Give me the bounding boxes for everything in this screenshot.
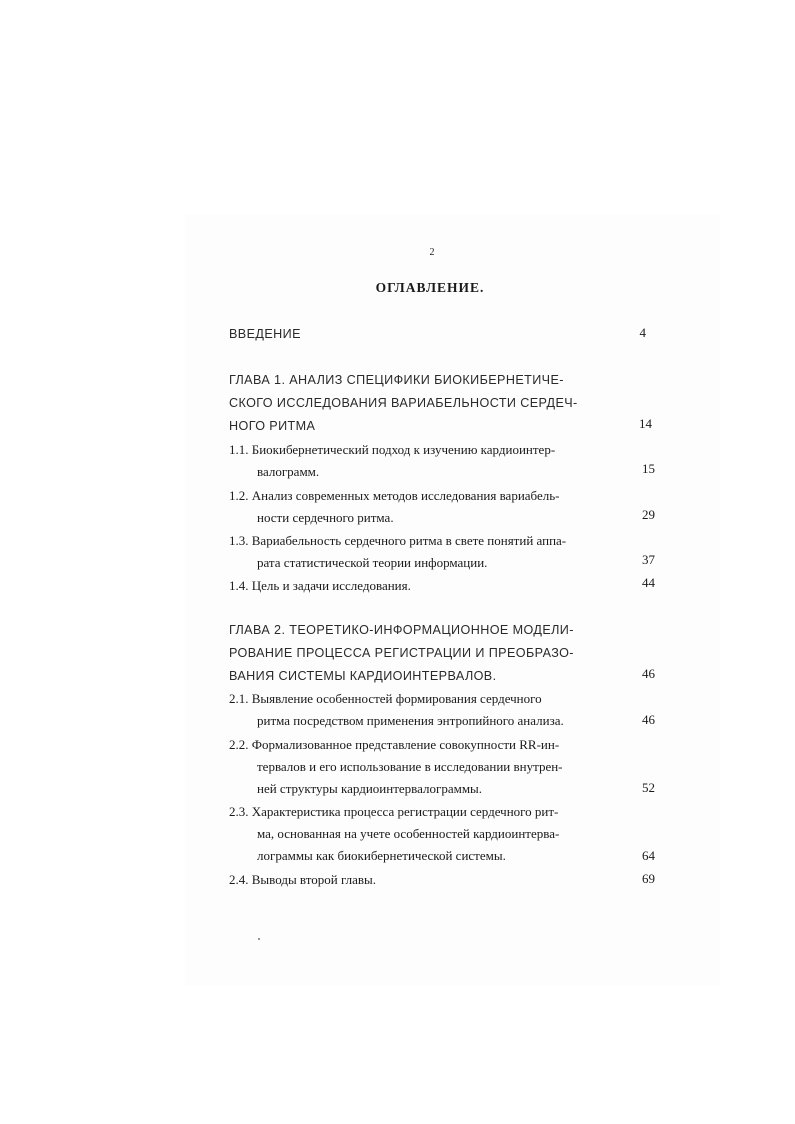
toc-section-1-2-line-1: 1.2. Анализ современных методов исследования вариабель- [229, 488, 560, 503]
toc-page-section-1-4: 44 [642, 575, 655, 590]
toc-section-2-2-line-3: ней структуры кардиоинтервалограммы. [257, 781, 483, 796]
toc-section-1-3-line-1: 1.3. Вариабельность сердечного ритма в свете понятий аппа- [229, 533, 567, 548]
toc-chapter-2-line-2: РОВАНИЕ ПРОЦЕССА РЕГИСТРАЦИИ И ПРЕОБРАЗО- [229, 646, 574, 660]
toc-page-section-2-1: 46 [642, 712, 655, 727]
toc-section-2-3-line-2: ма, основанная на учете особенностей кардиоинтерва- [257, 826, 560, 841]
toc-chapter-1-line-3: НОГО РИТМА [229, 419, 316, 433]
toc-section-2-3-line-3: лограммы как биокибернетической системы. [257, 848, 506, 863]
toc-section-1-3-line-2: рата статистической теории информации. [257, 555, 488, 570]
toc-page-section-2-2: 52 [642, 780, 655, 795]
toc-page-section-2-3: 64 [642, 848, 655, 863]
toc-page-intro: 4 [639, 325, 646, 340]
toc-page-section-2-4: 69 [642, 871, 655, 886]
toc-section-2-2-line-2: тервалов и его использование в исследовании внутрен- [257, 759, 563, 774]
toc-page-section-1-3: 37 [642, 552, 655, 567]
toc-chapter-2-line-1: ГЛАВА 2. ТЕОРЕТИКО-ИНФОРМАЦИОННОЕ МОДЕЛИ- [229, 623, 574, 637]
toc-chapter-1-line-1: ГЛАВА 1. АНАЛИЗ СПЕЦИФИКИ БИОКИБЕРНЕТИЧЕ- [229, 373, 564, 387]
toc-section-2-3-line-1: 2.3. Характеристика процесса регистрации сердечного рит- [229, 804, 559, 819]
toc-section-1-1-line-2: валограмм. [257, 464, 320, 479]
toc-title: ОГЛАВЛЕНИЕ. [375, 280, 485, 295]
toc-section-2-4: 2.4. Выводы второй главы. [229, 872, 377, 887]
toc-section-2-1-line-1: 2.1. Выявление особенностей формирования сердечного [229, 691, 542, 706]
toc-section-2-1-line-2: ритма посредством применения энтропийного анализа. [257, 713, 564, 728]
toc-page-section-1-2: 29 [642, 507, 655, 522]
scan-speck [258, 938, 260, 940]
page-number: 2 [429, 247, 435, 258]
toc-chapter-2-line-3: ВАНИЯ СИСТЕМЫ КАРДИОИНТЕРВАЛОВ. [229, 669, 497, 683]
toc-page-chapter-2: 46 [642, 666, 655, 681]
toc-section-1-1-line-1: 1.1. Биокибернетический подход к изучению кардиоинтер- [229, 442, 556, 457]
toc-entry-intro: ВВЕДЕНИЕ [229, 327, 301, 341]
toc-page-chapter-1: 14 [639, 416, 652, 431]
toc-section-1-4: 1.4. Цель и задачи исследования. [229, 578, 411, 593]
toc-chapter-1-line-2: СКОГО ИССЛЕДОВАНИЯ ВАРИАБЕЛЬНОСТИ СЕРДЕЧ- [229, 396, 578, 410]
toc-page-section-1-1: 15 [642, 461, 655, 476]
toc-section-1-2-line-2: ности сердечного ритма. [257, 510, 394, 525]
toc-section-2-2-line-1: 2.2. Формализованное представление совокупности RR-ин- [229, 737, 560, 752]
